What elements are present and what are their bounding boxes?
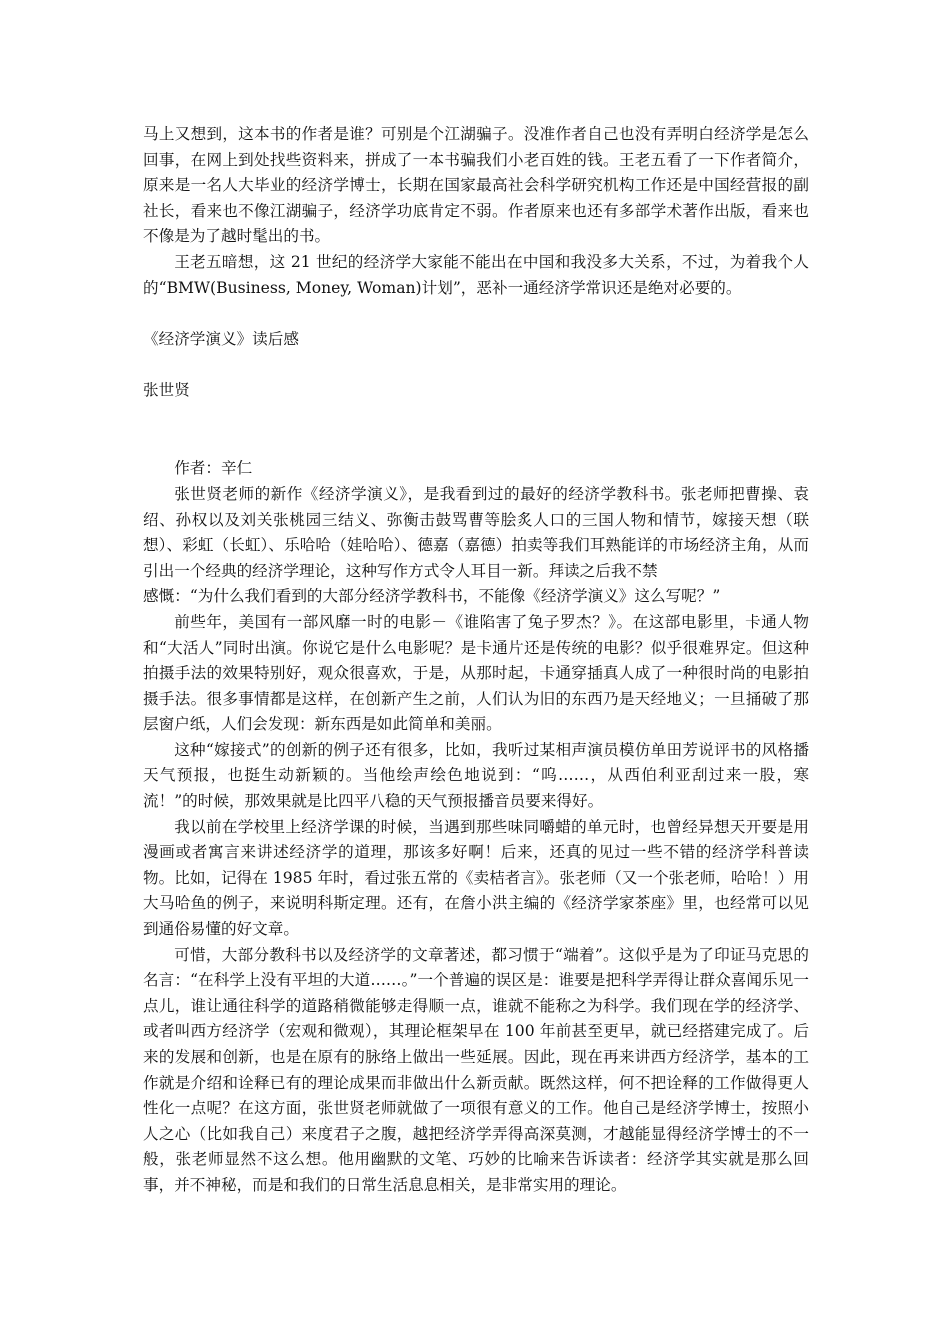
paragraph-6: 可惜，大部分教科书以及经济学的文章著述，都习惯于“端着”。这似乎是为了印证马克思的名言：“在科学上没有平坦的大道……。”一个普遍的误区是：谁要是把科学弄得让群众喜闻乐见一点儿，谁让通往科学的道路稍微能够走得顺一点，谁就不能称之为科学。我们现在学的经济学、或者叫西方经济学（宏观和微观），其理论框架早在 100 年前甚至更早，就已经搭建完成了。后来的发展和创新，也是在原有的脉络上做出一些延展。因此，现在再来讲西方经济学，基本的工作就是介绍和诠释已有的理论成果而非做出什么新贡献。既然这样，何不把诠释的工作做得更人性化一点呢？在这方面，张世贤老师就做了一项很有意义的工作。他自己是经济学博士，按照小人之心（比如我自己）来度君子之腹，越把经济学弄得高深莫测，才越能显得经济学博士的不一般，张老师显然不这么想。他用幽默的文笔、巧妙的比喻来告诉读者：经济学其实就是那么回事，并不神秘，而是和我们的日常生活息息相关，是非常实用的理论。 [143, 945, 809, 1194]
book-author: 张世贤 [143, 380, 190, 399]
document-page [143, 122, 809, 1199]
paragraph-4: 这种“嫁接式”的创新的例子还有很多，比如，我听过某相声演员模仿单田芳说评书的风格播天气预报，也挺生动新颖的。当他绘声绘色地说到：“呜……，从西伯利亚刮过来一股，寒流！”的时候，那效果就是比四平八稳的天气预报播音员要来得好。 [143, 740, 809, 811]
paragraph-5: 我以前在学校里上经济学课的时候，当遇到那些味同嚼蜡的单元时，也曾经异想天开要是用漫画或者寓言来讲述经济学的道理，那该多好啊！后来，还真的见过一些不错的经济学科普读物。比如，记得在 1985 年时，看过张五常的《卖桔者言》。张老师（又一个张老师，哈哈！）用大马哈鱼的例子，来说明科斯定理。还有，在詹小洪主编的《经济学家茶座》里，也经常可以见到通俗易懂的好文章。 [143, 817, 809, 939]
paragraph-3: 前些年，美国有一部风靡一时的电影－《谁陷害了兔子罗杰？》。在这部电影里，卡通人物和“大活人”同时出演。你说它是什么电影呢？是卡通片还是传统的电影？似乎很难界定。但这种拍摄手法的效果特别好，观众很喜欢，于是，从那时起，卡通穿插真人成了一种很时尚的电影拍摄手法。很多事情都是这样，在创新产生之前，人们认为旧的东西乃是天经地义；一旦捅破了那层窗户纸，人们会发现：新东西是如此简单和美丽。 [143, 612, 809, 734]
paragraph-1: 张世贤老师的新作《经济学演义》，是我看到过的最好的经济学教科书。张老师把曹操、袁绍、孙权以及刘关张桃园三结义、弥衡击鼓骂曹等脍炙人口的三国人物和情节，嫁接天想（联想）、彩虹（长虹）、乐哈哈（娃哈哈）、德嘉（嘉德）拍卖等我们耳熟能详的市场经济主角，从而引出一个经典的经济学理论，这种写作方式令人耳目一新。拜读之后我不禁 [143, 484, 809, 580]
article-byline: 作者：辛仁 [174, 459, 253, 478]
paragraph-continued: 马上又想到，这本书的作者是谁？可别是个江湖骗子。没准作者自己也没有弄明白经济学是怎么回事，在网上到处找些资料来，拼成了一本书骗我们小老百姓的钱。王老五看了一下作者简介，原来是一名人大毕业的经济学博士，长期在国家最高社会科学研究机构工作还是中国经营报的副社长，看来也不像江湖骗子，经济学功底肯定不弱。作者原来也还有多部学术著作出版，看来也不像是为了越时髦出的书。 [143, 125, 809, 246]
paragraph-wanglaowu: 王老五暗想，这 21 世纪的经济学大家能不能出在中国和我没多大关系，不过，为着我个人的“BMW(Business, Money, Woman)计划”，恶补一通经济学常识还是绝对必要的。 [143, 252, 809, 297]
article-title: 《经济学演义》读后感 [143, 330, 299, 349]
paragraph-2: 感慨：“为什么我们看到的大部分经济学教科书，不能像《经济学演义》这么写呢？” [143, 587, 721, 606]
